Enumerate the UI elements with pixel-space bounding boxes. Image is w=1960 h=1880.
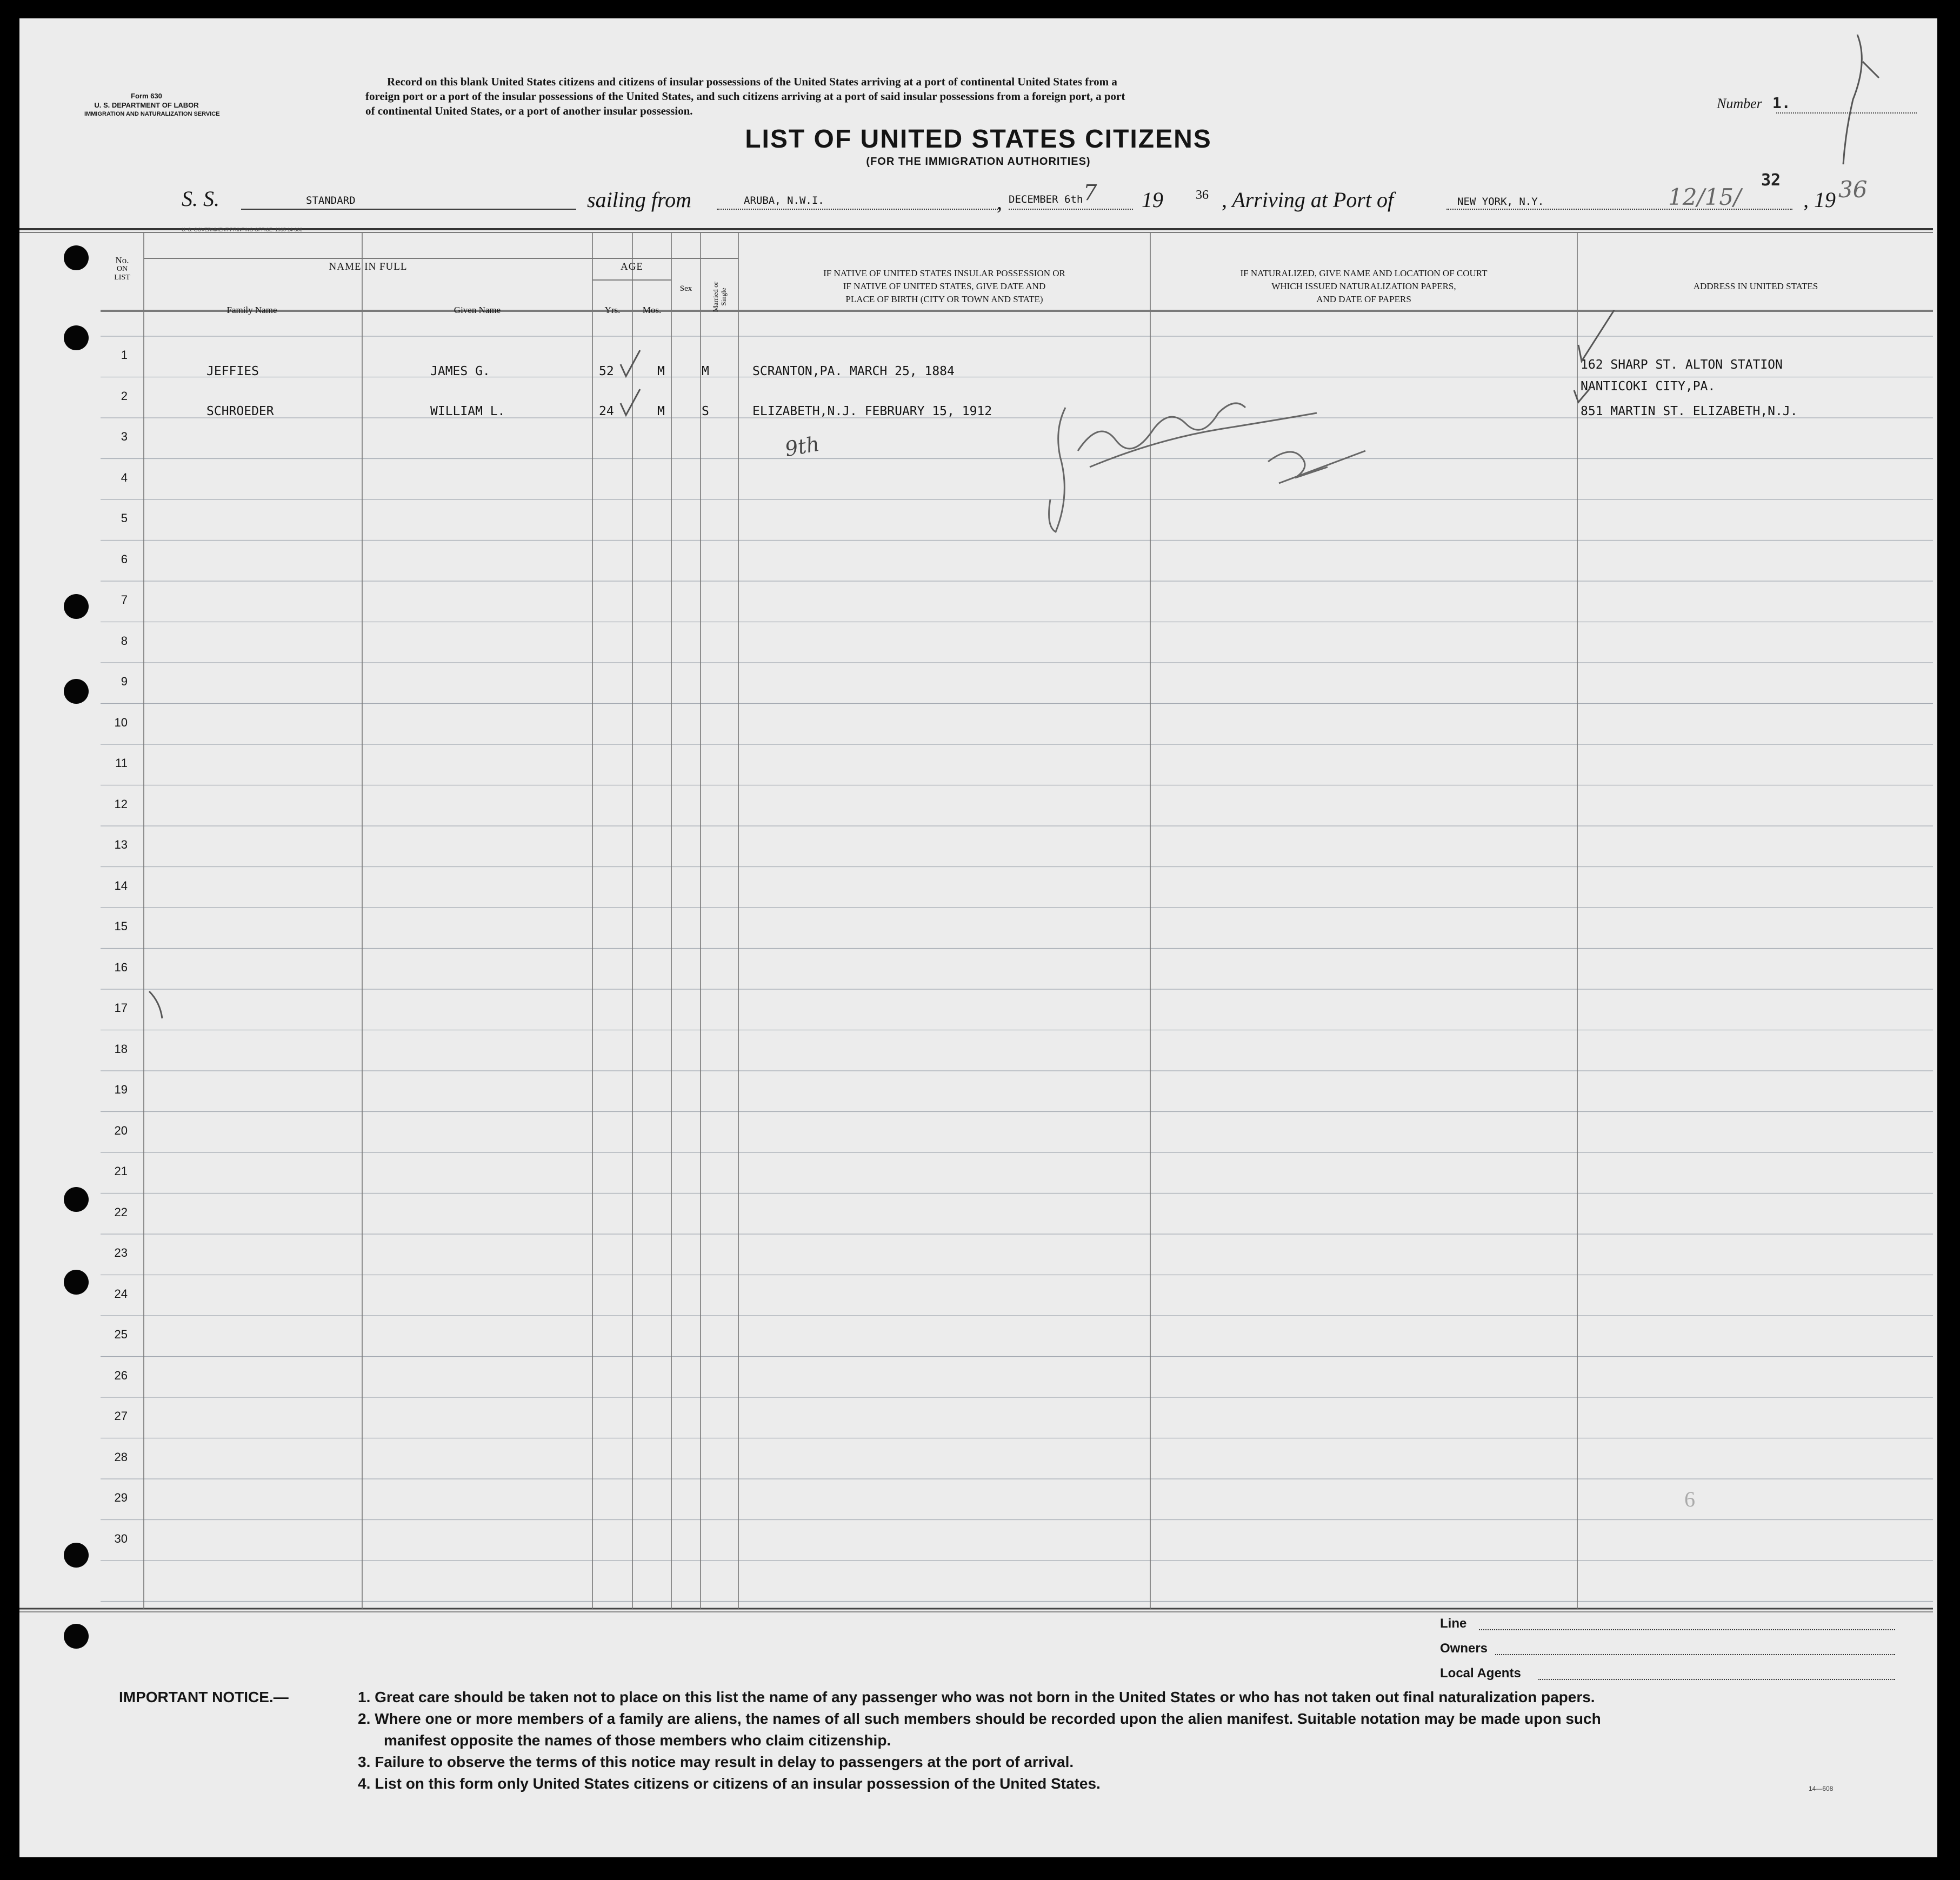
line-number: 26	[114, 1368, 128, 1382]
check-mark-icon	[621, 350, 640, 376]
family-name: SCHROEDER	[206, 404, 274, 418]
form-footer-code: 14—608	[1809, 1785, 1834, 1792]
line-number: 6	[121, 552, 128, 566]
stamp-number: 32	[1761, 171, 1781, 190]
header-sex: Sex	[679, 284, 692, 293]
arrival-year-prefix: , 19	[1803, 188, 1836, 212]
intro-text: Record on this blank United States citizens and citizens of insular possessions of the United States arriving at a port of continental United States from a foreign port or a port of the insular possessions of the United States, and such citizens arriving at a port of said insular possessions from a foreign port, a port of continental United States, or a port of another insular possession.	[365, 75, 1125, 117]
header-given-name: Given Name	[454, 305, 501, 315]
family-name: JEFFIES	[206, 364, 259, 378]
page-title: LIST OF UNITED STATES CITIZENS	[745, 125, 1212, 154]
manifest-sheet: Form 630 U. S. DEPARTMENT OF LABOR IMMIGRATION AND NATURALIZATION SERVICE Record on this blank United States citizens and citizens of insular possessions of the United States arriving at a port of continental United States from a foreign port or a port of the insular possessions of the United States, and such citizens arriving at a port of said insular possessions from a foreign port, a port of continental United States, or a port of another insular possession. Number 1. LIST OF UNITED STATES CITIZENS (FOR THE IMMIGRATION AUTHORITIES) S. S. STANDARD sailing from ARUBA, N.W.I. , DECEMBER 6th 7 19 36 , Arriving at Port of NEW YORK, N.Y. 12/15/ 32 , 19 36 No. ON LIST NAME IN FULL Family Name Given Name AGE Yrs. Mos. Sex Married or Single IF NATIVE OF UNITED STATES INSULAR POSSESSION OR IF NATIVE OF UNITED STATES, GIVE DATE AND PLACE OF BIRTH (CITY OR TOWN AND STATE) IF NATURALIZED, GIVE NAME AND LOCATION OF COURT WHICH ISSUED NATURALIZATION PAPERS, AND DATE OF PAPERS ADDRESS IN UNITED STATES 1 2 3 4 5 6 7 8 9 10 11 12 13 14 15 16 17 18 19 20 21 22 23 24 25 26 27 28 29 30 JEFFIES JAMES G. 52 M M SCRANTON,PA. MARCH 25, 1884 162 SHARP ST. ALTON STATION NANTICOKI CITY,PA. SCHROEDER WILLIAM L. 24 M S ELIZABETH,N.J. FEBRUARY 15, 1912 851 MARTIN ST. ELIZABETH,N.J. 9th 6 Line Owners Local Agents IMPORTANT NOTICE.— 1. Great care should be taken not to place on this list the name of any passenger who was not born in the United States or who has not taken out final naturalization papers. 2. Where one or more members of a family are aliens, the names of all such members should be recorded upon the alien manifest. Suitable notation may be made upon such manifest opposite the names of those members who claim citizenship. 3. Failure to observe the terms of this notice may result in delay to passengers at the port of arrival. 4. List on this form only United States citizens or citizens of an insular possession of the United States. 14—608 U. S. GOVERNMENT PRINTING OFFICE: 1935 14-608	[19, 18, 1937, 1857]
marital-status: S	[702, 404, 709, 418]
sailing-from: ARUBA, N.W.I.	[744, 195, 824, 206]
line-number: 11	[115, 756, 128, 770]
line-number: 19	[114, 1083, 128, 1096]
line-number: 4	[121, 470, 128, 484]
header-married-or-single: Married or Single	[711, 282, 728, 312]
year-suffix: 36	[1196, 188, 1209, 202]
line-number: 22	[114, 1205, 128, 1219]
notice-item: 2. Where one or more members of a family are aliens, the names of all such members should be recorded upon the alien manifest. Suitable notation may be made upon such	[358, 1710, 1601, 1727]
header-naturalization: IF NATURALIZED, GIVE NAME AND LOCATION OF COURT WHICH ISSUED NATURALIZATION PAPERS, AND DATE OF PAPERS	[1240, 268, 1488, 304]
birth-info: SCRANTON,PA. MARCH 25, 1884	[752, 364, 955, 378]
form-service: IMMIGRATION AND NATURALIZATION SERVICE	[84, 111, 220, 117]
arriving-label: , Arriving at Port of	[1222, 188, 1394, 212]
signature-icon	[1049, 403, 1365, 532]
line-number: 24	[114, 1286, 128, 1301]
page-number: 6	[1684, 1487, 1695, 1511]
owners-label: Owners	[1440, 1641, 1488, 1656]
pencil-mark-icon	[149, 991, 162, 1018]
local-agents-label: Local Agents	[1440, 1666, 1521, 1681]
line-label: Line	[1440, 1616, 1467, 1631]
header-birth: IF NATIVE OF UNITED STATES INSULAR POSSESSION OR IF NATIVE OF UNITED STATES, GIVE DATE AND PLACE OF BIRTH (CITY OR TOWN AND STATE)	[823, 268, 1065, 304]
line-number: 7	[121, 593, 128, 606]
check-mark-icon	[1574, 388, 1590, 402]
line-number: 10	[114, 715, 128, 729]
arrival-year-suffix: 36	[1838, 176, 1868, 203]
header-mos: Mos.	[642, 305, 662, 315]
line-number: 2	[121, 389, 128, 403]
ss-label: S. S.	[182, 186, 219, 211]
line-number: 16	[114, 960, 128, 974]
age-yrs: 52	[599, 364, 614, 378]
notice-heading: IMPORTANT NOTICE.—	[119, 1689, 289, 1705]
printing-office-note: U. S. GOVERNMENT PRINTING OFFICE: 1935 14-608	[182, 227, 303, 232]
line-number: 15	[114, 919, 128, 933]
header-yrs: Yrs.	[604, 305, 621, 315]
address-line-1: 162 SHARP ST. ALTON STATION	[1581, 358, 1783, 372]
address-line-2: NANTICOKI CITY,PA.	[1581, 379, 1716, 394]
line-number: 18	[114, 1042, 128, 1056]
line-number: 12	[114, 797, 128, 811]
line-number: 8	[121, 634, 128, 648]
notice-item: 4. List on this form only United States citizens or citizens of an insular possession of the United States.	[358, 1775, 1101, 1792]
marital-status: M	[702, 364, 709, 378]
line-number: 30	[114, 1531, 128, 1545]
sex: M	[657, 404, 665, 418]
line-number: 14	[114, 878, 128, 892]
arrival-port: NEW YORK, N.Y.	[1457, 196, 1544, 208]
line-number: 3	[121, 430, 128, 443]
form-number: Form 630	[131, 92, 162, 100]
header-name-in-full: NAME IN FULL	[329, 261, 408, 272]
notice-item: 1. Great care should be taken not to place on this list the name of any passenger who was not born in the United States or who has not taken out final naturalization papers.	[358, 1689, 1595, 1705]
line-number: 21	[114, 1164, 128, 1178]
line-number: 28	[114, 1450, 128, 1464]
given-name: JAMES G.	[430, 364, 490, 378]
header-no: No. ON LIST	[114, 255, 130, 282]
sailing-label: sailing from	[587, 188, 691, 212]
line-number: 5	[121, 511, 128, 525]
check-mark-icon	[621, 389, 640, 415]
year-prefix: 19	[1142, 188, 1163, 212]
form-department: U. S. DEPARTMENT OF LABOR	[94, 101, 199, 109]
line-number: 9	[121, 675, 128, 688]
given-name: WILLIAM L.	[430, 404, 505, 418]
address-line-1: 851 MARTIN ST. ELIZABETH,N.J.	[1581, 404, 1798, 418]
check-mark-icon	[1578, 310, 1614, 361]
margin-note: 9th	[783, 431, 822, 462]
age-yrs: 24	[599, 404, 614, 418]
line-number: 17	[114, 1001, 128, 1015]
line-number: 23	[114, 1246, 128, 1259]
sailing-date: DECEMBER 6th	[1009, 194, 1083, 205]
page-subtitle: (FOR THE IMMIGRATION AUTHORITIES)	[866, 156, 1091, 168]
line-number: 20	[114, 1123, 128, 1137]
pencil-mark-icon	[1863, 62, 1879, 78]
notice-item: manifest opposite the names of those members who claim citizenship.	[384, 1732, 891, 1749]
line-number: 29	[114, 1491, 128, 1504]
vessel-name: STANDARD	[306, 195, 356, 206]
header-age: AGE	[620, 261, 644, 272]
handwritten-marks	[19, 18, 1937, 1857]
line-number: 25	[114, 1328, 128, 1341]
birth-info: ELIZABETH,N.J. FEBRUARY 15, 1912	[752, 404, 992, 418]
arrival-date-handwritten: 12/15/	[1668, 184, 1742, 210]
date-correction: 7	[1083, 181, 1097, 205]
line-number: 1	[121, 348, 128, 362]
line-number: 27	[114, 1409, 128, 1423]
sex: M	[657, 364, 665, 378]
list-number: Number 1.	[1717, 94, 1917, 112]
line-number: 13	[114, 838, 128, 851]
notice-item: 3. Failure to observe the terms of this notice may result in delay to passengers at the port of arrival.	[358, 1754, 1074, 1770]
header-address: ADDRESS IN UNITED STATES	[1693, 281, 1818, 291]
pencil-mark-icon	[1843, 35, 1862, 164]
header-family-name: Family Name	[226, 305, 277, 315]
